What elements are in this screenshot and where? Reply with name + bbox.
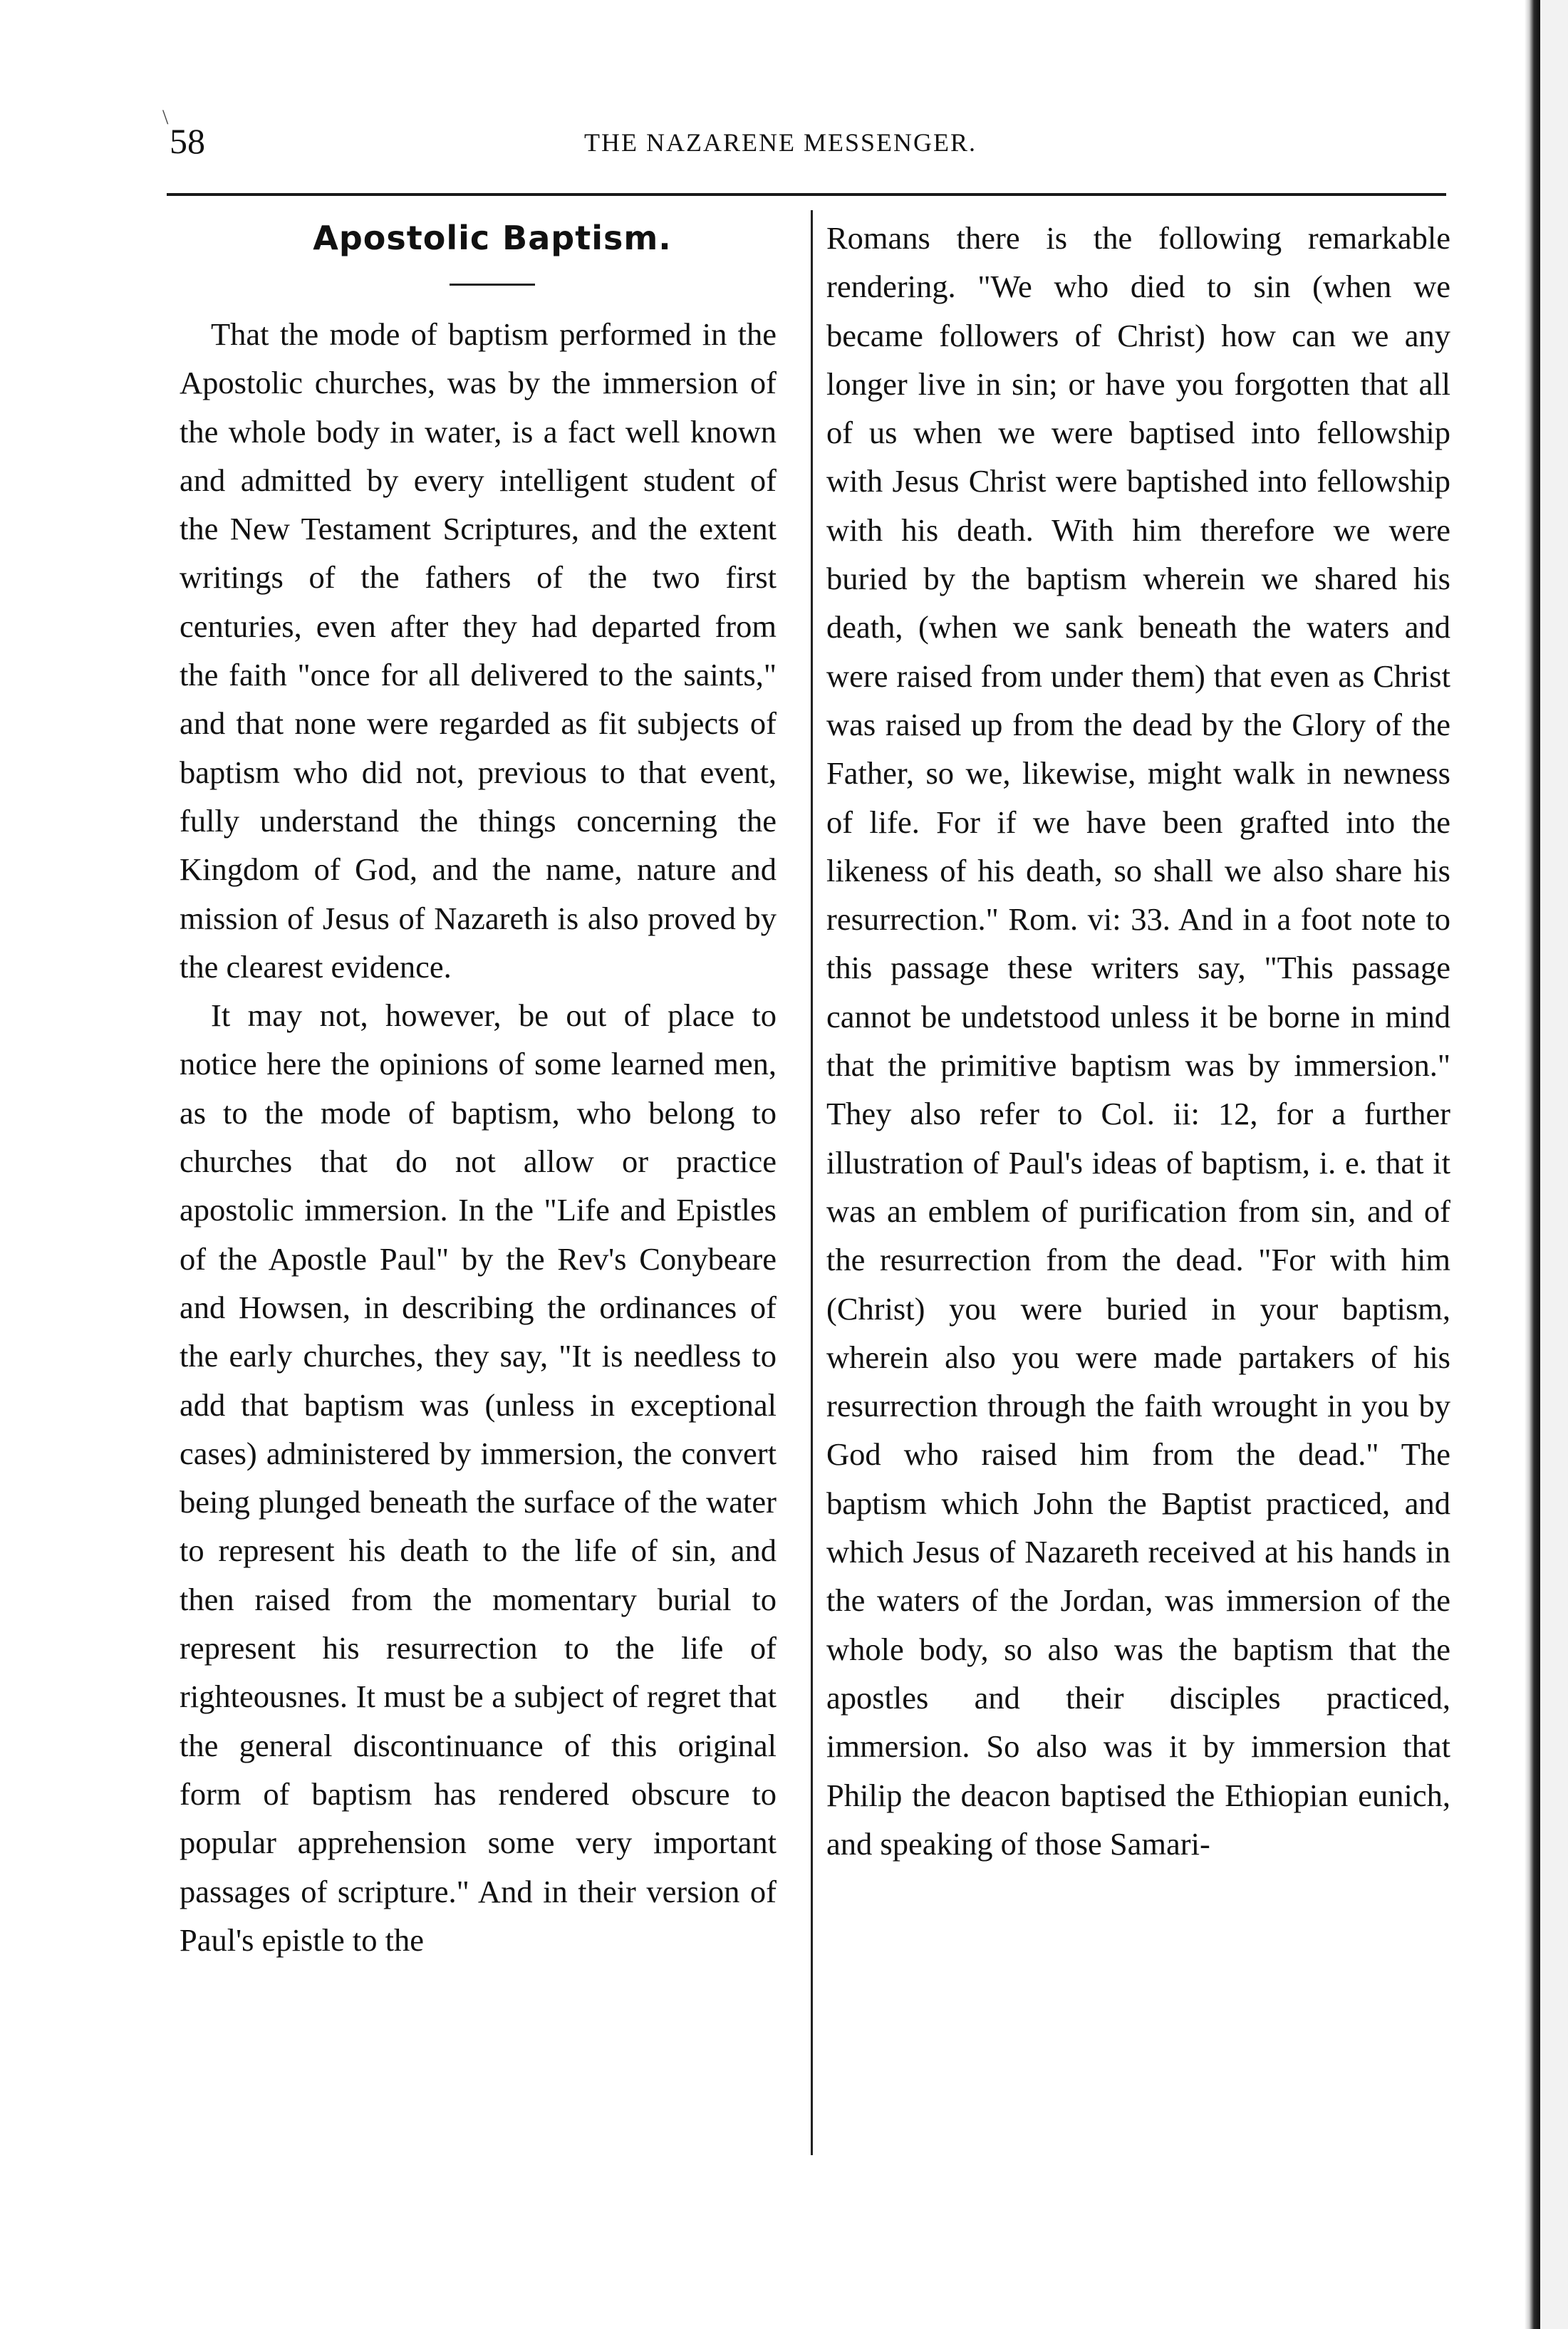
left-paragraph-2: It may not, however, be out of place to notice here the opinions of some learned men, as to the mode of baptism, who belong to churches that do not allow or practice apostolic immersion. In the "Life and Epistles of the Apostle Paul" by the Rev's Conybeare and Howsen, in describing the ordinances of the early churches, they say, "It is needless to add that baptism was (unless in exceptional cases) administered by immersion, the convert being plunged beneath the surface of the water to represent his death to the life of sin, and then raised from the momentary burial to represent his resurrection to the life of righteousnes. It must be a subject of regret that the general discontinuance of this original form of baptism has rendered obscure to popular apprehension some very important passages of scripture." And in their version of Paul's epistle to the [180,997,777,1958]
left-paragraph-1: That the mode of baptism performed in the Apostolic churches, was by the immersion of the whole body in water, is a fact well known and admitted by every intelligent student of the New Testament Scriptures, and the extent writings of the fathers of the two first centuries, even after they had departed from the faith "once for all delivered to the saints," and that none were regarded as fit subjects of baptism who did not, previous to that event, fully understand the things concerning the Kingdom of God, and the name, nature and mission of Jesus of Nazareth is also proved by the clearest evidence. [180,316,777,985]
page-edge-shadow [1525,0,1540,2329]
article-title: Apostolic Baptism. [313,219,672,257]
running-title: THE NAZARENE MESSENGER. [584,128,977,157]
left-column [180,214,777,1964]
title-rule [450,284,535,286]
right-column [826,214,1450,1868]
header-rule [167,193,1446,196]
margin-tick-mark: \ [162,105,169,129]
page-number: 58 [170,121,205,161]
column-divider [811,210,813,2155]
right-paragraph-1: Romans there is the following remarkable rendering. "We who died to sin (when we became followers of Christ) how can we any longer live in sin; or have you forgotten that all of us when we were baptised into fellowship with Jesus Christ were baptished into fellowship with his death. With him therefore we were buried by the baptism wherein we shared his death, (when we sank beneath the waters and were raised from under them) that even as Christ was raised up from the dead by the Glory of the Father, so we, likewise, might walk in newness of life. For if we have been grafted into the likeness of his death, so shall we also share his resurrection." Rom. vi: 33. And in a foot note to this passage these writers say, "This passage cannot be undetstood unless it be borne in mind that the primitive baptism was by immersion." They also refer to Col. ii: 12, for a further illustration of Paul's ideas of baptism, i. e. that it was an emblem of purification from sin, and of the resurrection from the dead. "For with him (Christ) you were buried in your baptism, wherein also you were made partakers of his resurrection through the faith wrought in you by God who raised him from the dead." The baptism which John the Baptist practiced, and which Jesus of Nazareth received at his hands in the waters of the Jordan, was immersion of the whole body, so also was the baptism that the apostles and their disciples practiced, immersion. So also was it by immersion that Philip the deacon baptised the Ethiopian eunich, and speaking of those Samari- [826,220,1450,1862]
page-edge-margin [1540,0,1568,2329]
